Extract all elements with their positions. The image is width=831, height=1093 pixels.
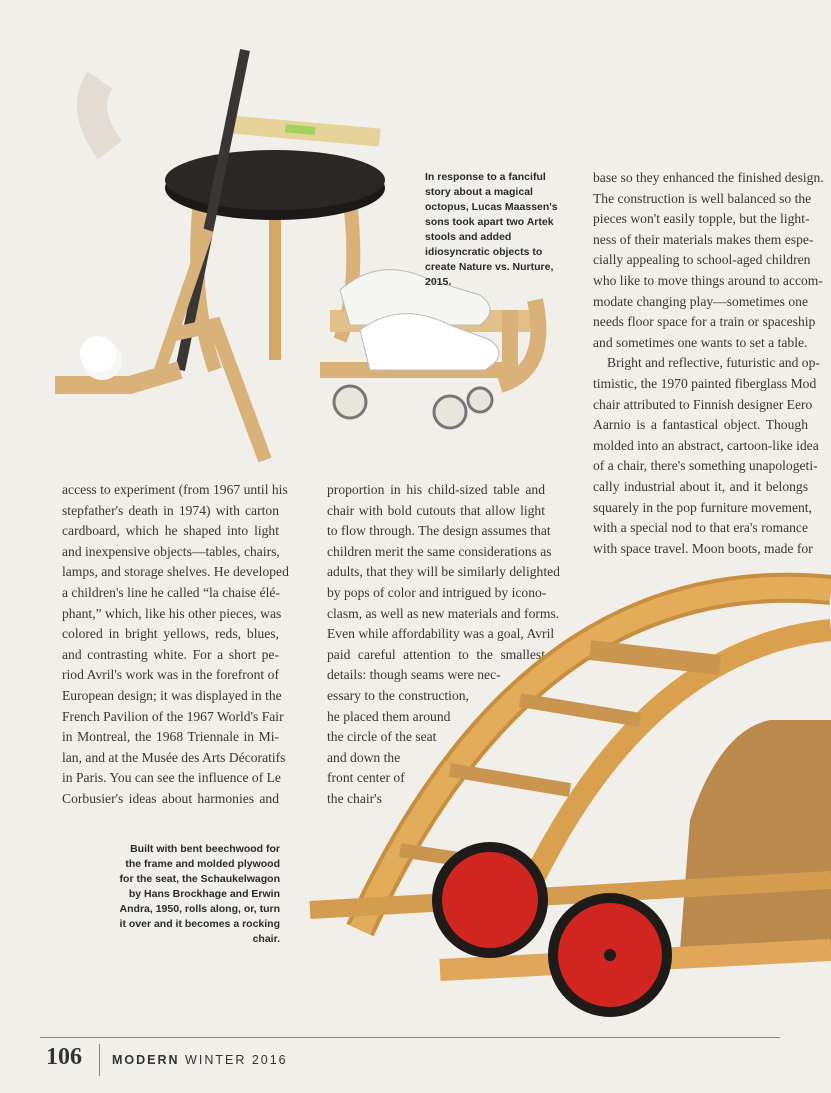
- text-line: and down the: [327, 749, 401, 765]
- caption-bottom: Built with bent beechwood for the frame and molded plywood for the seat, the Schaukelwagon by Hans Brockhage and Erwin Andra, 1950, rolls along, or, turn it over and it becomes a rocking chair.: [119, 843, 280, 945]
- text-line: chair attributed to Finnish designer Eero: [593, 396, 813, 412]
- magazine-name: MODERN: [112, 1053, 180, 1067]
- text-line: squarely in the pop furniture movement,: [593, 499, 812, 515]
- caption-top: In response to a fanciful story about a magical octopus, Lucas Maassen's sons took apart two Artek stools and added idiosyncratic objects to create Nature vs. Nurture, 2015.: [425, 171, 558, 288]
- text-line: with a special nod to that era's romance: [593, 520, 808, 536]
- text-line: The construction is well balanced so the: [593, 190, 812, 206]
- body-column-1: [62, 480, 289, 810]
- photo-schaukelwagon: [300, 570, 831, 1040]
- text-line: who like to move things around to accom-: [593, 272, 823, 288]
- text-line: Aarnio is a fantastical object. Though: [593, 417, 808, 433]
- text-line: colored in bright yellows, reds, blues,: [62, 626, 279, 642]
- text-line: timistic, the 1970 painted fiberglass Mod: [593, 375, 817, 391]
- text-line: he placed them around: [327, 708, 451, 724]
- text-line: adults, that they will be similarly delighted: [327, 564, 560, 580]
- text-line: Corbusier's ideas about harmonies and: [62, 790, 279, 806]
- running-footer: [112, 1053, 288, 1067]
- text-line: needs floor space for a train or spaceship: [593, 314, 816, 330]
- text-line: lamps, and storage shelves. He developed: [62, 564, 289, 580]
- text-line: chair with bold cutouts that allow light: [327, 502, 545, 518]
- text-line: proportion in his child-sized table and: [327, 482, 545, 497]
- text-line: phant,” which, like his other pieces, was: [62, 605, 282, 621]
- issue-label: WINTER 2016: [185, 1053, 288, 1067]
- text-line: Bright and reflective, futuristic and op-: [607, 355, 820, 371]
- text-line: stepfather's death in 1974) with carton: [62, 502, 279, 518]
- text-line: pieces won't easily topple, but the light-: [593, 211, 810, 227]
- text-line: ness of their materials makes them espe-: [593, 231, 814, 247]
- page-number: 106: [46, 1044, 82, 1070]
- text-line: French Pavilion of the 1967 World's Fair: [62, 708, 284, 724]
- text-line: clasm, as well as new materials and forms.: [327, 605, 560, 621]
- text-line: the circle of the seat: [327, 729, 437, 745]
- text-line: by pops of color and intrigued by icono-: [327, 584, 547, 600]
- text-line: cially appealing to school-aged children: [593, 252, 811, 268]
- text-line: the chair's: [327, 790, 382, 806]
- text-line: of a chair, there's something unapologeti-: [593, 458, 818, 474]
- text-line: children merit the same considerations as: [327, 543, 552, 559]
- text-line: molded into an abstract, cartoon-like idea: [593, 437, 819, 453]
- footer-rule: [40, 1037, 780, 1038]
- text-line: cardboard, which he shaped into light: [62, 523, 279, 539]
- text-line: and sometimes one wants to set a table.: [593, 334, 808, 350]
- text-line: a children's line he called “la chaise élé-: [62, 584, 280, 600]
- text-line: and contrasting white. For a short pe-: [62, 646, 279, 662]
- text-line: European design; it was displayed in the: [62, 687, 282, 703]
- text-line: modate changing play—sometimes one: [593, 293, 808, 309]
- footer-separator: [99, 1044, 100, 1076]
- text-line: with space travel. Moon boots, made for: [593, 540, 813, 556]
- text-line: Even while affordability was a goal, Avril: [327, 626, 555, 642]
- text-line: riod Avril's work was in the forefront of: [62, 667, 279, 683]
- text-line: and inexpensive objects—tables, chairs,: [62, 543, 280, 559]
- text-line: essary to the construction,: [327, 687, 469, 703]
- text-line: details: though seams were nec-: [327, 667, 501, 683]
- text-line: cally industrial about it, and it belongs: [593, 478, 808, 494]
- text-line: paid careful attention to the smallest: [327, 646, 545, 662]
- text-line: in Montreal, the 1968 Triennale in Mi-: [62, 729, 279, 745]
- text-line: access to experiment (from 1967 until his: [62, 482, 288, 497]
- body-column-3: [593, 168, 824, 559]
- text-line: in Paris. You can see the influence of Le: [62, 770, 281, 786]
- text-line: lan, and at the Musée des Arts Décoratifs: [62, 749, 286, 765]
- text-line: to flow through. The design assumes that: [327, 523, 551, 539]
- text-line: front center of: [327, 770, 405, 786]
- text-line: base so they enhanced the finished design.: [593, 170, 824, 185]
